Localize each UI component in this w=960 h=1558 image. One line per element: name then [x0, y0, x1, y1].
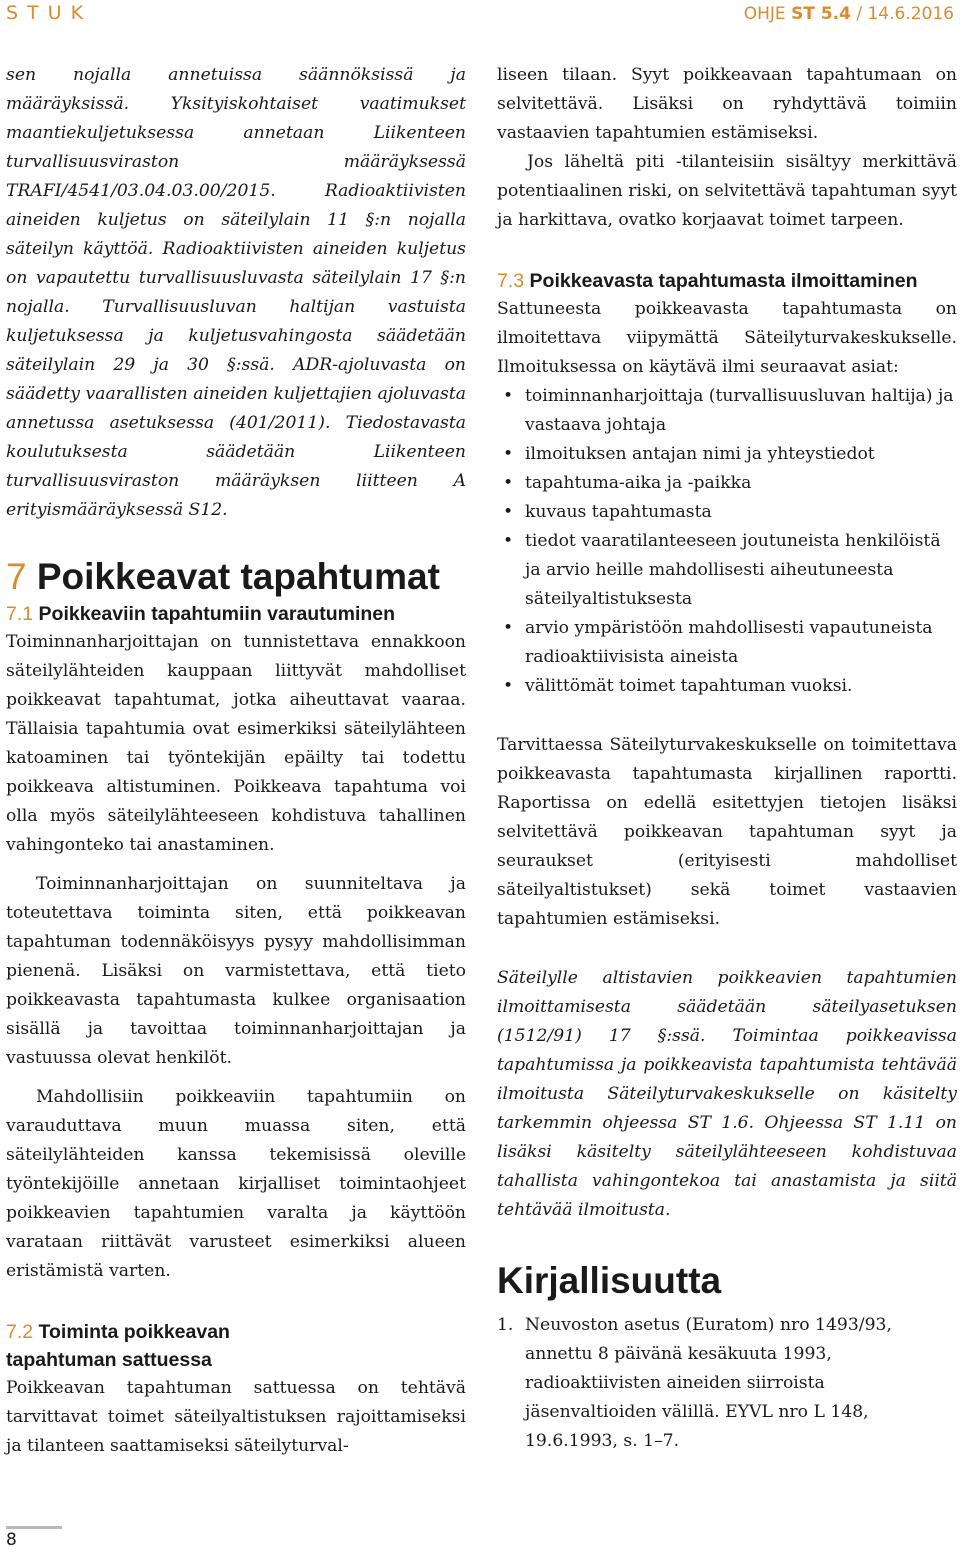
- report-paragraph: Tarvittaessa Säteilyturvakeskukselle on toimitettava poikkeavasta tapahtumasta kirjallinen raportti. Raportissa on edellä esitettyjen tietojen lisäksi selvitettävä poikkeavan tapahtuman syyt ja seuraukset (erityisesti mahdolliset säteilyaltistukset) sekä toimet vastaavien tapahtumien estämiseksi.: [497, 735, 957, 929]
- list-item: [497, 440, 957, 469]
- literature-list: [497, 1311, 957, 1456]
- bullet-dot-icon: •: [503, 618, 514, 638]
- section-7-2-number: 7.2: [6, 1321, 34, 1343]
- section-7-1-paragraph: Toiminnanharjoittajan on tunnistettava ennakkoon säteilylähteiden kauppaan liittyvät mahdolliset poikkeavat tapahtumat, jotka aiheuttavat vaaraa. Tällaisia tapahtumia ovat esimerkiksi säteilylähteen katoaminen tai työntekijän epäilty tai todettu poikkeava altistuminen. Poikkeava tapahtuma voi olla myös säteilylähteeseen kohdistuva tahallinen vahingonteko tai anastaminen.: [6, 632, 466, 855]
- guide-code: ST 5.4: [791, 4, 851, 24]
- section-7-3-title: Poikkeavasta tapahtumasta ilmoittaminen: [529, 270, 918, 292]
- header-org: STUK: [6, 2, 93, 24]
- page-number: 8: [6, 1530, 17, 1550]
- bullet-dot-icon: •: [503, 676, 514, 696]
- list-item-text: toiminnanharjoittaja (turvallisuusluvan haltija) ja vastaava johtaja: [525, 386, 954, 435]
- reference-number: 1.: [497, 1315, 514, 1335]
- list-item: [497, 469, 957, 498]
- section-7-heading: [6, 555, 466, 599]
- reference-item: [497, 1311, 957, 1456]
- section-7-1-paragraph: Mahdollisiin poikkeaviin tapahtumiin on varauduttava muun muassa siten, että säteilylähteiden kanssa tekemisissä oleville työntekijöille annetaan kirjalliset toimintaohjeet poikkeavien tapahtumien varalta ja käyttöön varataan riittävät varusteet esimerkiksi alueen eristämistä varten.: [6, 1087, 466, 1281]
- section-7-1-heading: [6, 600, 466, 628]
- list-item: [497, 382, 957, 440]
- section-7-2-title-line2: tapahtuman sattuessa: [6, 1349, 212, 1371]
- section-7-1-paragraph: Toiminnanharjoittajan on suunniteltava ja toteutettava toiminta siten, että poikkeavan tapahtuman todennäköisyys pysyy mahdollisimman pienenä. Lisäksi on varmistettava, että tieto poikkeavasta tapahtumasta kulkee organisaation sisällä ja tavoittaa toiminnanharjoittajan ja vastuussa olevat henkilöt.: [6, 874, 466, 1068]
- section-7-number: 7: [6, 556, 27, 597]
- notification-items-list: [497, 382, 957, 701]
- intro-legal-paragraph: sen nojalla annetuissa säännöksissä ja määräyksissä. Yksityiskohtaiset vaatimukset maantiekuljetuksessa annetaan Liikenteen turvallisuusviraston määräyksessä TRAFI/4541/03.04.03.00/2015. Radioaktiivisten aineiden kuljetus on säteilylain 11 §:n nojalla säteilyn käyttöä. Radioaktiivisten aineiden kuljetus on vapautettu turvallisuusluvasta säteilylain 17 §:n nojalla. Turvallisuusluvan haltijan vastuista kuljetuksessa ja kuljetusvahingosta säädetään säteilylain 29 ja 30 §:ssä. ADR-ajoluvasta on säädetty vaarallisten aineiden kuljettajien ajoluvasta annetussa asetuksessa (401/2011). Tiedostavasta koulutuksesta säädetään Liikenteen turvallisuusviraston määräyksen liitteen A erityismääräyksessä S12.: [6, 65, 466, 520]
- list-item-text: ilmoituksen antajan nimi ja yhteystiedot: [525, 444, 875, 464]
- bullet-dot-icon: •: [503, 386, 514, 406]
- list-item-text: arvio ympäristöön mahdollisesti vapautuneista radioaktiivisista aineista: [525, 618, 933, 667]
- left-column: [6, 61, 466, 1461]
- list-item-text: kuvaus tapahtumasta: [525, 502, 712, 522]
- header-guide-ref: [744, 4, 954, 24]
- bullet-dot-icon: •: [503, 444, 514, 464]
- section-7-1-number: 7.1: [6, 603, 34, 625]
- guide-prefix: OHJE: [743, 4, 786, 24]
- list-item: [497, 498, 957, 527]
- bullet-dot-icon: •: [503, 531, 514, 551]
- section-7-3-number: 7.3: [497, 270, 525, 292]
- section-7-3-heading: [497, 267, 957, 295]
- right-column: [497, 61, 957, 1456]
- legal-note-paragraph: Säteilylle altistavien poikkeavien tapahtumien ilmoittamisesta säädetään säteilyasetuksen (1512/91) 17 §:ssä. Toimintaa poikkeavissa tapahtumissa ja poikkeavista tapahtumista tehtävää ilmoitusta Säteilyturvakeskukselle on käsitelty tarkemmin ohjeessa ST 1.6. Ohjeessa ST 1.11 on lisäksi käsitelty säteilylähteeseen kohdistuvaa tahallista vahingontekoa tai anastamista ja siitä tehtävää ilmoitusta.: [497, 968, 957, 1220]
- reference-text: Neuvoston asetus (Euratom) nro 1493/93, annettu 8 päivänä kesäkuuta 1993, radioaktiivisten aineiden siirroista jäsenvaltioiden välillä. EYVL nro L 148, 19.6.1993, s. 1–7.: [525, 1315, 892, 1451]
- continued-paragraph: liseen tilaan. Syyt poikkeavaan tapahtumaan on selvitettävä. Lisäksi on ryhdyttävä toimiin vastaavien tapahtumien estämiseksi.: [497, 65, 957, 143]
- list-item: [497, 672, 957, 701]
- literature-heading: Kirjallisuutta: [497, 1260, 722, 1301]
- section-7-3-paragraph: Sattuneesta poikkeavasta tapahtumasta on ilmoitettava viipymättä Säteilyturvakeskukselle. Ilmoituksessa on käytävä ilmi seuraavat asiat:: [497, 299, 957, 377]
- near-miss-paragraph: Jos läheltä piti -tilanteisiin sisältyy merkittävä potentiaalinen riski, on selvitettävä tapahtuman syyt ja harkittava, ovatko korjaavat toimet tarpeen.: [497, 152, 957, 230]
- section-7-2-heading: [6, 1318, 466, 1374]
- list-item-text: tapahtuma-aika ja -paikka: [525, 473, 752, 493]
- section-7-title: Poikkeavat tapahtumat: [36, 556, 440, 597]
- list-item: [497, 527, 957, 614]
- list-item-text: välittömät toimet tapahtuman vuoksi.: [525, 676, 853, 696]
- guide-date: / 14.6.2016: [856, 4, 954, 24]
- section-7-2-title-line1: Toiminta poikkeavan: [38, 1321, 230, 1343]
- list-item: [497, 614, 957, 672]
- section-7-1-title: Poikkeaviin tapahtumiin varautuminen: [38, 603, 396, 625]
- bullet-dot-icon: •: [503, 502, 514, 522]
- bullet-dot-icon: •: [503, 473, 514, 493]
- list-item-text: tiedot vaaratilanteeseen joutuneista henkilöistä ja arvio heille mahdollisesti aiheutuneesta säteilyaltistuksesta: [525, 531, 941, 609]
- footer-divider: [6, 1526, 62, 1529]
- section-7-2-paragraph: Poikkeavan tapahtuman sattuessa on tehtävä tarvittavat toimet säteilyaltistuksen rajoittamiseksi ja tilanteen saattamiseksi säteilyturval-: [6, 1378, 466, 1456]
